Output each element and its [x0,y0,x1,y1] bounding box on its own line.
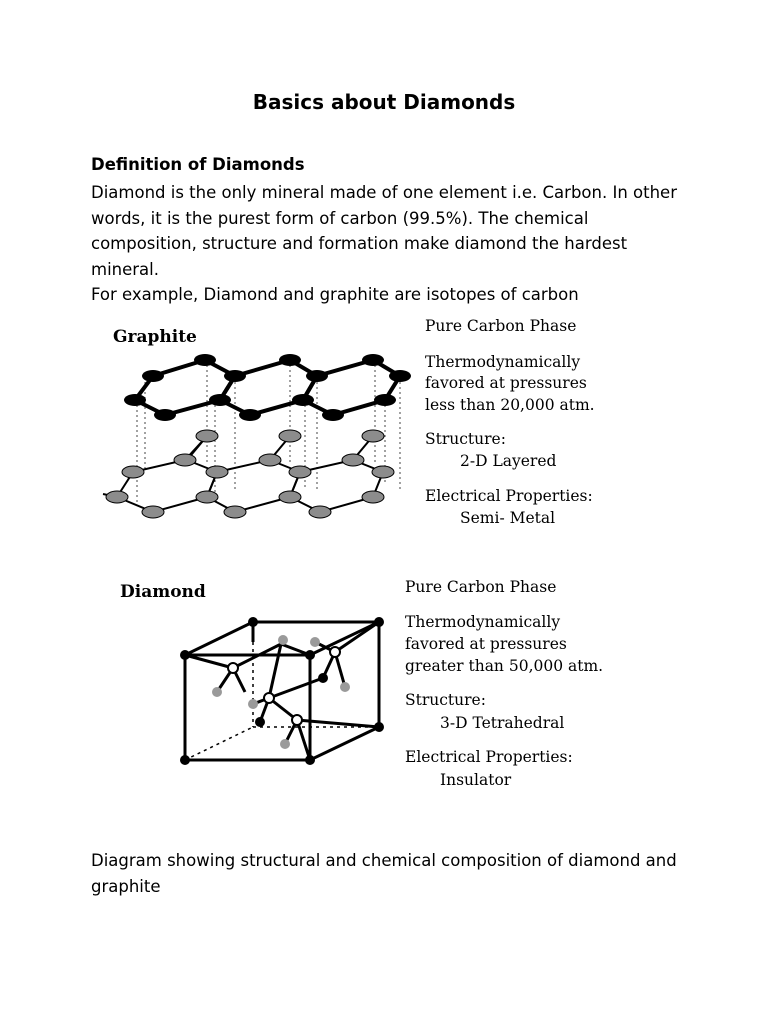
graphite-structure-value: 2-D Layered [460,452,557,470]
diamond-electrical-value: Insulator [440,771,512,789]
diamond-interior-atoms [228,647,340,725]
graphite-label: Graphite [113,327,197,347]
diamond-structure-value: 3-D Tetrahedral [440,714,565,732]
diamond-thermo-2: favored at pressures [405,635,567,653]
body-text [91,180,691,308]
graphite-phase: Pure Carbon Phase [425,317,577,335]
structures-diagram [95,312,675,812]
graphite-section [103,317,595,527]
section-heading: Definition of Diamonds [91,155,305,174]
graphite-interlayer-lines [137,360,400,502]
diamond-label: Diamond [120,582,206,602]
graphite-thermo-3: less than 20,000 atm. [425,396,595,414]
definition-paragraph: Diamond is the only mineral made of one element i.e. Carbon. In other words, it is the purest form of carbon (99.5%). The chemical composition, structure and formation make diamond the hardest mineral. [91,183,677,279]
carbon-structures-figure [95,312,675,812]
diamond-phase: Pure Carbon Phase [405,578,557,596]
diamond-electrical-label: Electrical Properties: [405,748,573,766]
diamond-thermo-1: Thermodynamically [405,613,561,631]
graphite-thermo-1: Thermodynamically [425,353,581,371]
diamond-structure-label: Structure: [405,691,486,709]
graphite-thermo-2: favored at pressures [425,374,587,392]
graphite-electrical-label: Electrical Properties: [425,487,593,505]
diamond-thermo-3: greater than 50,000 atm. [405,657,604,675]
graphite-top-bonds [135,360,400,415]
document-title: Basics about Diamonds [252,90,516,114]
graphite-structure-label: Structure: [425,430,506,448]
example-line: For example, Diamond and graphite are isotopes of carbon [91,285,579,304]
diamond-section [120,578,603,789]
figure-caption: Diagram showing structural and chemical composition of diamond and graphite [91,851,677,896]
graphite-bottom-atoms [106,430,394,518]
graphite-electrical-value: Semi- Metal [460,509,556,527]
